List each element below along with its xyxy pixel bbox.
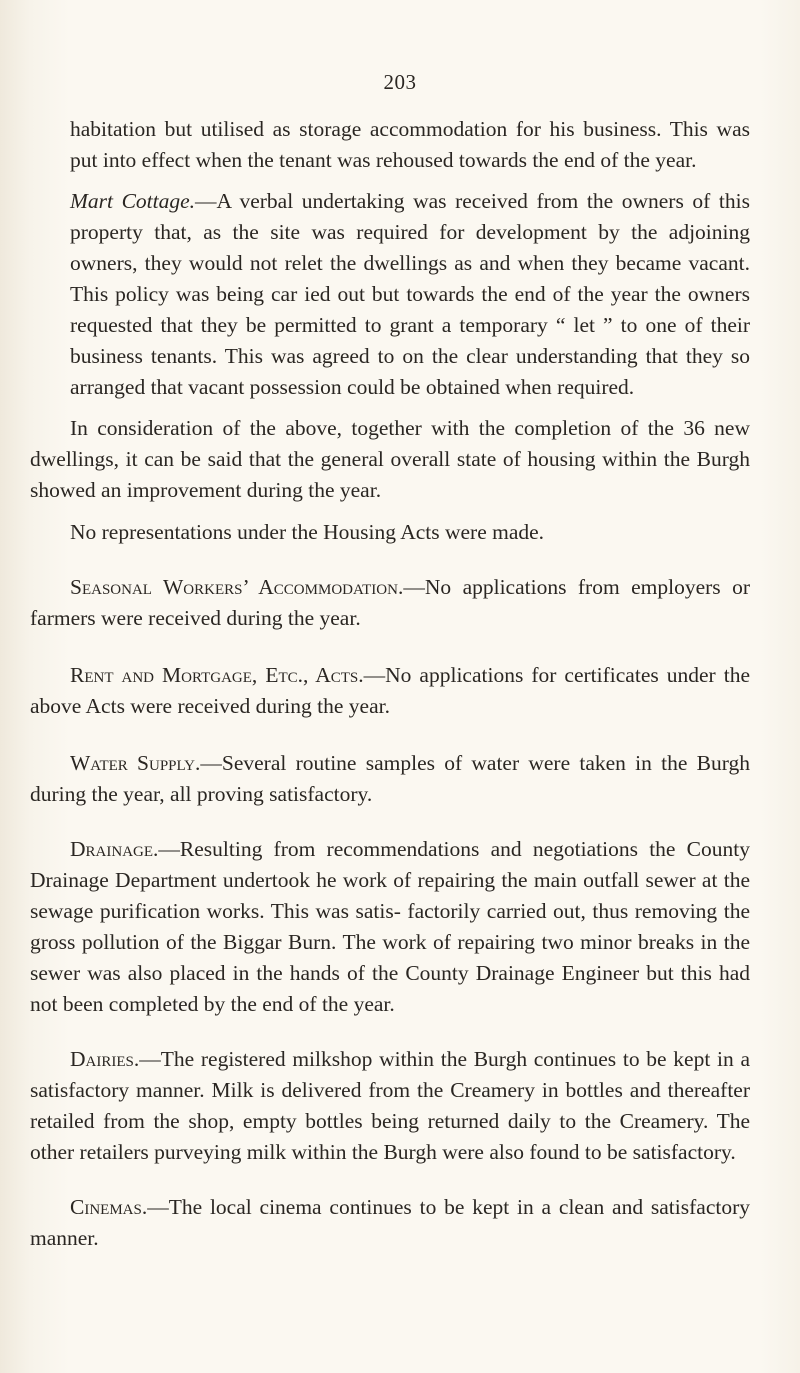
paragraph-body: No representations under the Housing Acts were made. [70,520,545,544]
paragraph-representations [0,517,800,548]
paragraph-heading: Dairies. [70,1047,140,1071]
paragraph-consideration [0,413,800,506]
page-number: 203 [383,70,417,94]
paragraph-heading: Rent and Mortgage, Etc., Acts. [70,663,364,687]
paragraph-body: habitation but utilised as storage accommodation for his business. This was put into effect when the tenant was rehoused towards the end of the year. [70,117,750,172]
paragraph-dairies [0,1044,800,1168]
paragraph-heading: Water Supply. [70,751,201,775]
paragraph-drainage [0,834,800,1020]
paragraph-body: —The registered milkshop within the Burgh continues to be kept in a satisfactory manner. Milk is delivered from the Creamery in bottles and thereafter retailed from the shop, empty bottles being returned daily to the Creamery. The other retailers purveying milk within the Burgh were also found to be satisfactory. [30,1047,750,1164]
paragraph-body: —No applications from employers or farmers were received during the year. [30,575,750,630]
paragraph-cinemas [0,1192,800,1254]
paragraph-heading: Cinemas. [70,1195,148,1219]
paragraph-water-supply [0,748,800,810]
paragraph-body: —Resulting from recommendations and negotiations the County Drainage Department undertook he work of repairing the main outfall sewer at the sewage purification works. This was satis- factorily carried out, thus removing the gross pollution of the Biggar Burn. The work of repairing two minor breaks in the sewer was also placed in the hands of the County Drainage Engineer but this had not been completed by the end of the year. [30,837,750,1016]
paragraph-body: —No applications for certificates under the above Acts were received during the year. [30,663,750,718]
paragraph-mart-cottage [0,186,800,403]
paragraph-body: —The local cinema continues to be kept in a clean and satisfactory manner. [30,1195,750,1250]
paragraph-habitation-continued [0,114,800,176]
paragraph-heading: Seasonal Workers’ Accommodation. [70,575,404,599]
paragraph-body: —A verbal undertaking was received from the owners of this property that, as the site was required for development by the adjoining owners, they would not relet the dwellings as and when they became vacant. This policy was being car ied out but towards the end of the year the owners requested that they be permitted to grant a temporary “ let ” to one of their business tenants. This was agreed to on the clear understanding that they so arranged that vacant possession could be obtained when required. [70,189,750,399]
document-body [0,114,800,1254]
paragraph-heading: Mart Cottage. [70,189,196,213]
paragraph-rent-mortgage [0,660,800,722]
paragraph-seasonal-workers [0,572,800,634]
paragraph-body: —Several routine samples of water were taken in the Burgh during the year, all proving satisfactory. [30,751,750,806]
paragraph-heading: Drainage. [70,837,159,861]
paragraph-body: In consideration of the above, together with the completion of the 36 new dwellings, it can be said that the general overall state of housing within the Burgh showed an improvement during the year. [30,416,750,502]
